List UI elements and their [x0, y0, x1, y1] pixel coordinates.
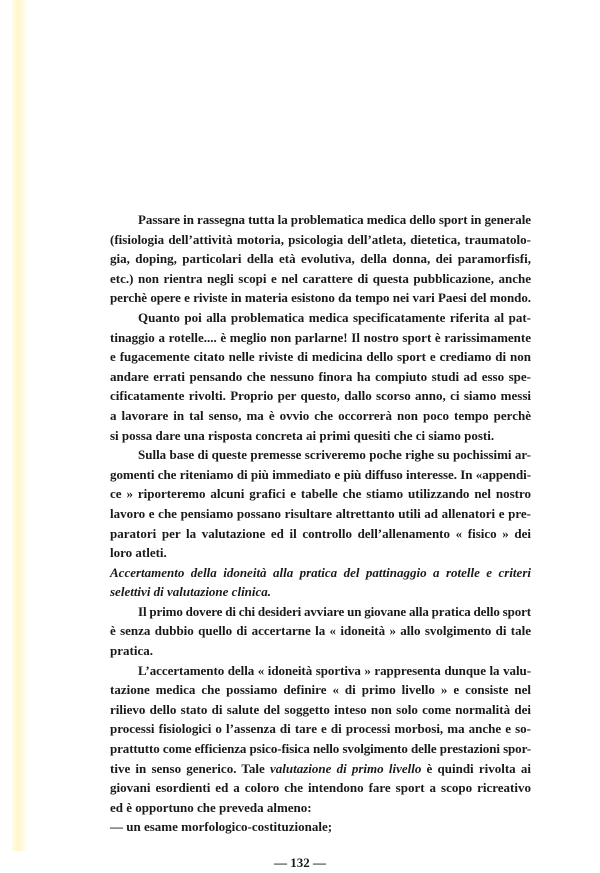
text-line: loro atleti.: [110, 545, 167, 561]
text-line: giovani esordienti ed a coloro che intendono fare sport a scopo ricreativo: [110, 780, 531, 796]
text-line: (fisiologia dell’attività motoria, psicologia dell’atleta, dietetica, traumatolo-: [110, 231, 531, 247]
text-run: è quindi rivolta ai: [421, 760, 531, 776]
italic-term: valutazione di primo livello: [269, 760, 422, 776]
text-line: ed è opportuno che preveda almeno:: [110, 799, 312, 815]
text-line: gomenti che riteniamo di più immediato e più diffuso interesse. In «appendi-: [110, 466, 531, 482]
text-line: e fugacemente citato nelle riviste di medicina dello sport e crediamo di non: [110, 349, 531, 365]
section-heading-line: Accertamento della idoneità alla pratica del pattinaggio a rotelle e criteri: [110, 564, 531, 580]
text-line-mixed: [110, 759, 531, 779]
text-line: perchè opere e riviste in materia esistono da tempo nei vari Paesi del mondo.: [110, 290, 531, 306]
text-line: Sulla base di queste premesse scriveremo poche righe su pochissimi ar-: [138, 447, 531, 463]
text-line: Quanto poi alla problematica medica specificatamente riferita al pat-: [138, 309, 531, 325]
text-line: prattutto come efficienza psico-fisica nello svolgimento delle prestazioni spor-: [110, 741, 531, 757]
scan-edge-strip: [12, 0, 28, 851]
text-line: Il primo dovere di chi desideri avviare un giovane alla pratica dello sport: [138, 603, 531, 619]
text-line: cificatamente rivolti. Proprio per questo, dallo scorso anno, ci siamo messi: [110, 388, 531, 404]
text-line: processi fisiologici o l’assenza di tare e di processi morbosi, ma anche e so-: [110, 721, 531, 737]
text-line: gia, doping, particolari della età evolutiva, della donna, dei paramorfisfi,: [110, 251, 531, 267]
text-line: Passare in rassegna tutta la problematica medica dello sport in generale: [138, 212, 531, 227]
text-line: lavoro e che pensiamo possano risultare altrettanto utili ad allenatori e pre-: [110, 505, 531, 521]
text-line: pratica.: [110, 643, 153, 659]
list-item: — un esame morfologico-costituzionale;: [110, 819, 333, 835]
text-line: etc.) non rientra negli scopi e nel carattere di questa pubblicazione, anche: [110, 270, 531, 286]
text-run: tive in senso generico. Tale: [110, 760, 270, 776]
text-line: paratori per la valutazione ed il controllo dell’allenamento « fisico » dei: [110, 525, 531, 541]
text-line: è senza dubbio quello di accertarne la « idoneità » allo svolgimento di tale: [110, 623, 531, 639]
text-line: andare errati pensando che nessuno finora ha compiuto studi ad esso spe-: [110, 368, 531, 384]
text-line: tazione medica che possiamo definire « di primo livello » e consiste nel: [110, 682, 531, 698]
text-line: ce » riporteremo alcuni grafici e tabelle che stiamo utilizzando nel nostro: [110, 486, 531, 502]
text-line: a lavorare in tal senso, ma è ovvio che occorrerà non poco tempo perchè: [110, 407, 531, 423]
text-line: L’accertamento della « idoneità sportiva » rappresenta dunque la valu-: [138, 662, 531, 678]
text-line: si possa dare una risposta concreta ai primi quesiti che ci siamo posti.: [110, 427, 495, 443]
text-line: rilievo dello stato di salute del soggetto inteso non solo come normalità dei: [110, 701, 531, 717]
page-number: — 132 —: [274, 855, 326, 870]
page-body: [110, 210, 531, 837]
text-line: tinaggio a rotelle.... è meglio non parlarne! Il nostro sport è rarissimamente: [110, 329, 531, 345]
section-heading-line: selettivi di valutazione clinica.: [110, 584, 272, 600]
